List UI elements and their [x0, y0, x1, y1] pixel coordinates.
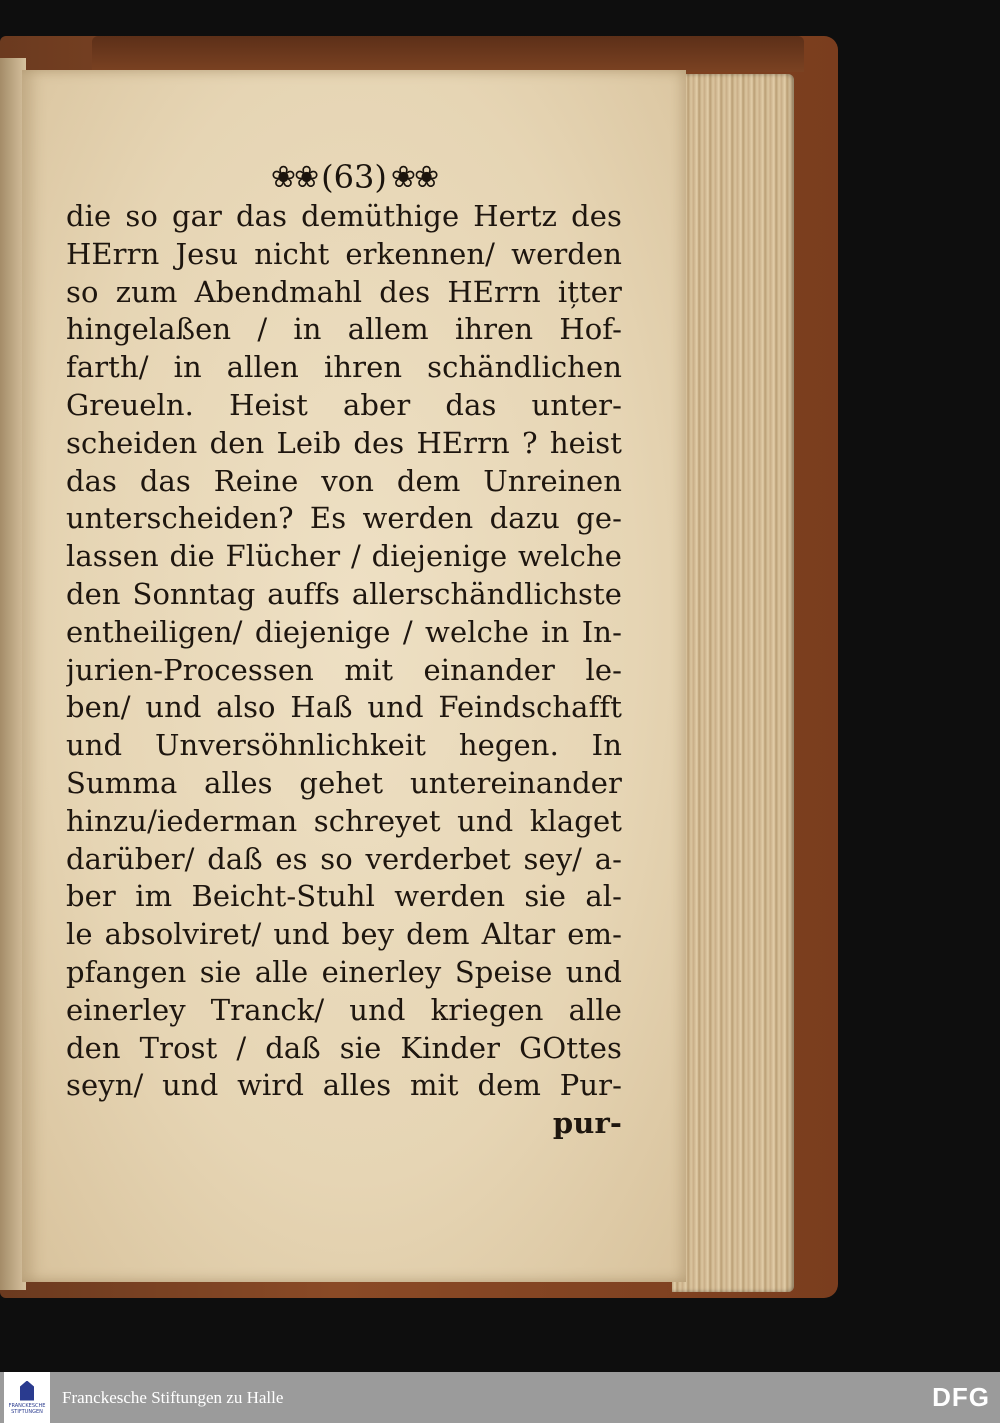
footer-bar	[0, 1372, 1000, 1423]
text-line: die so gar das demüthige Hertz des	[66, 199, 622, 233]
text-line: ber im Beicht-Stuhl werden sie al-	[66, 879, 622, 914]
text-line: das das Reine von dem Unreinen	[66, 463, 622, 498]
text-line: lassen die Flücher / diejenige welche	[66, 539, 622, 574]
text-line: Greueln. Heist aber das unter-	[66, 387, 622, 422]
ornament-left: ❀❀	[270, 159, 318, 195]
text-line: ben/ und also Haß und Feindschafft	[66, 690, 622, 725]
ornament-right: ❀❀	[390, 159, 438, 195]
dfg-logo[interactable]: DFG	[932, 1382, 990, 1412]
page-block-edges	[672, 74, 794, 1292]
text-line: Summa alles gehet untereinander	[66, 765, 622, 800]
institution-name: Franckesche Stiftungen zu Halle	[62, 1387, 284, 1407]
text-line: farth/ in allen ihren schändlichen	[66, 350, 622, 385]
text-line: darüber/ daß es so verderbet sey/ a-	[66, 841, 622, 876]
logo-text-line-2: STIFTUNGEN	[11, 1408, 43, 1415]
logo-text-line-1: FRANCKESCHE	[8, 1402, 46, 1409]
text-line: scheiden den Leib des HErrn ? heist	[66, 425, 622, 460]
page-header	[22, 152, 686, 202]
text-line: entheiligen/ diejenige / welche in In-	[66, 614, 622, 649]
text-line: den Sonntag auffs allerschändlichste	[66, 576, 622, 611]
catchword: pur-	[552, 1106, 622, 1141]
text-line: den Trost / daß sie Kinder GOttes	[66, 1030, 622, 1065]
text-line: hinzu/iederman schreyet und klaget	[66, 803, 622, 838]
book-page	[22, 70, 686, 1282]
page-number: (63)	[321, 158, 387, 196]
text-line: so zum Abendmahl des HErrn ițter	[66, 274, 622, 309]
cover-top-edge	[92, 36, 804, 72]
text-line: und Unversöhnlichkeit hegen. In	[66, 728, 622, 763]
text-line: unterscheiden? Es werden dazu ge-	[66, 501, 622, 536]
text-line: HErrn Jesu nicht erkennen/ werden	[66, 236, 622, 271]
building-icon	[20, 1381, 34, 1401]
text-line: jurien-Processen mit einander le-	[66, 652, 622, 687]
text-line: einerley Tranck/ und kriegen alle	[66, 992, 622, 1027]
text-line: hingelaßen / in allem ihren Hof-	[66, 312, 622, 347]
francke-logo[interactable]	[4, 1372, 50, 1423]
text-line: seyn/ und wird alles mit dem Pur-	[66, 1068, 622, 1103]
page-text	[66, 198, 622, 1143]
text-line: pfangen sie alle einerley Speise und	[66, 954, 622, 989]
text-line: le absolviret/ und bey dem Altar em-	[66, 917, 622, 952]
logo-text	[9, 1403, 46, 1415]
